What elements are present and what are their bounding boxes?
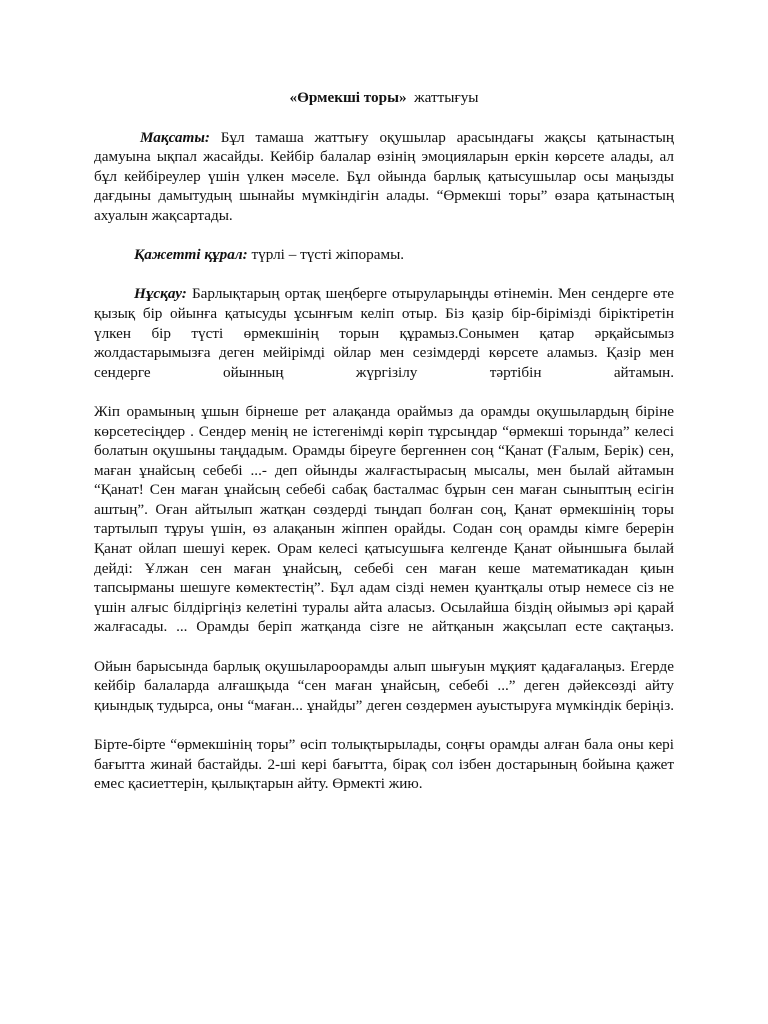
document-title [94, 88, 674, 108]
document-page [94, 88, 674, 813]
instruction-paragraph [94, 284, 674, 382]
goal-paragraph [94, 128, 674, 226]
tools-label: Қажетті құрал: [134, 246, 248, 264]
body-paragraph-3: Біртe-бірте “өрмекшінің торы” өсіп толықтырылады, соңғы орамды алған бала оны кері бағытта жинай бастайды. 2-ші кері бағытта, бірақ сол ізбен достарының бойына қажет емес қасиеттерін, қылықтарын айту. Өрмекті жию. [94, 736, 674, 793]
tools-paragraph [94, 245, 674, 265]
body-paragraph-1: Жіп орамының ұшын бірнеше рет алақанда ораймыз да орамды оқушылардың біріне көрсетесіңдер . Сендер менің не істегенімді көріп тұрсыңдар “өрмекші торында” келесі болатын оқушыны таңдадым. Орамды біреуге бергеннен соң “Қанат (Ғалым, Берік) сен, маған ұнайсың себебі ...- деп ойынды жалғастырасың мысалы, мен былай айтамын “Қанат! Сен маған ұнайсың себебі сабақ басталмас бұрын сен маған сыныптың есігін аштың”. Оған айтылып жатқан сөздерді тыңдап болған соң, Қанат өрмекшінің торы тартылып тұруы үшін, өз алақанын жіппен орайды. Содан соң орамды кімге берерін Қанат ойлап шешуі керек. Орам келесі қатысушыға келгенде Қанат ойыншыға былай дейді: Ұлжан сен маған ұнайсың, себебі сен маған кеше математикадан қиын тапсырманы шешуге көмектестің”. Бұл адам сізді немен қуантқалы отыр немесе сіз не үшін алғыс білдіргіңіз келетіні туралы айта аласыз. Осылайша біздің ойымыз әрі қарай жалғасады. ... Орамды беріп жатқанда сізге не айтқанын жақсылап есте сақтаңыз. [94, 402, 674, 636]
goal-label: Мақсаты: [140, 128, 210, 146]
body-paragraph-2: Ойын барысында барлық оқушылароорамды алып шығуын мұқият қадағалаңыз. Егерде кейбір балаларда алғашқыда “сен маған ұнайсың, себебі ...” деген дәйексөзді айту қиындық тудырса, оны “маған... ұнайды” деген сөздермен ауыстыруға мүмкіндік беріңіз. [94, 657, 674, 714]
title-suffix: жаттығуы [406, 89, 479, 106]
tools-text: түрлі – түсті жіпорамы. [247, 246, 405, 264]
instruction-text: Барлықтарың ортақ шеңберге отыруларыңды өтінемін. Мен сендерге өте қызық бір ойынға қатысуды ұсынғым келіп отыр. Біз қазір бір-бірімізді біріктіретін үлкен бір түсті өрмекшінің торын құрамыз.Сонымен қатар әрқайсымыз жолдастарымызға деген мейірімді ойлар мен сезімдерді көрсете аламыз. Қазір мен сендерге ойынның жүргізілу тәртібін айтамын. [94, 285, 674, 381]
title-main: «Өрмекші торы» [289, 89, 407, 106]
goal-text: Бұл тамаша жаттығу оқушылар арасындағы жақсы қатынастың дамуына ықпал жасайды. Кейбір балалар өзінің эмоцияларын еркін көрсете алады, ал бұл кейбіреулер үшін үлкен мәселе. Бұл ойында барлық қатысушылар осы маңызды дағдыны дамытудың шынайы мүмкіндігін алады. “Өрмекші торы” өзара қатынастың ахуалын жақсартады. [94, 128, 674, 224]
instruction-label: Нұсқау: [134, 285, 187, 303]
